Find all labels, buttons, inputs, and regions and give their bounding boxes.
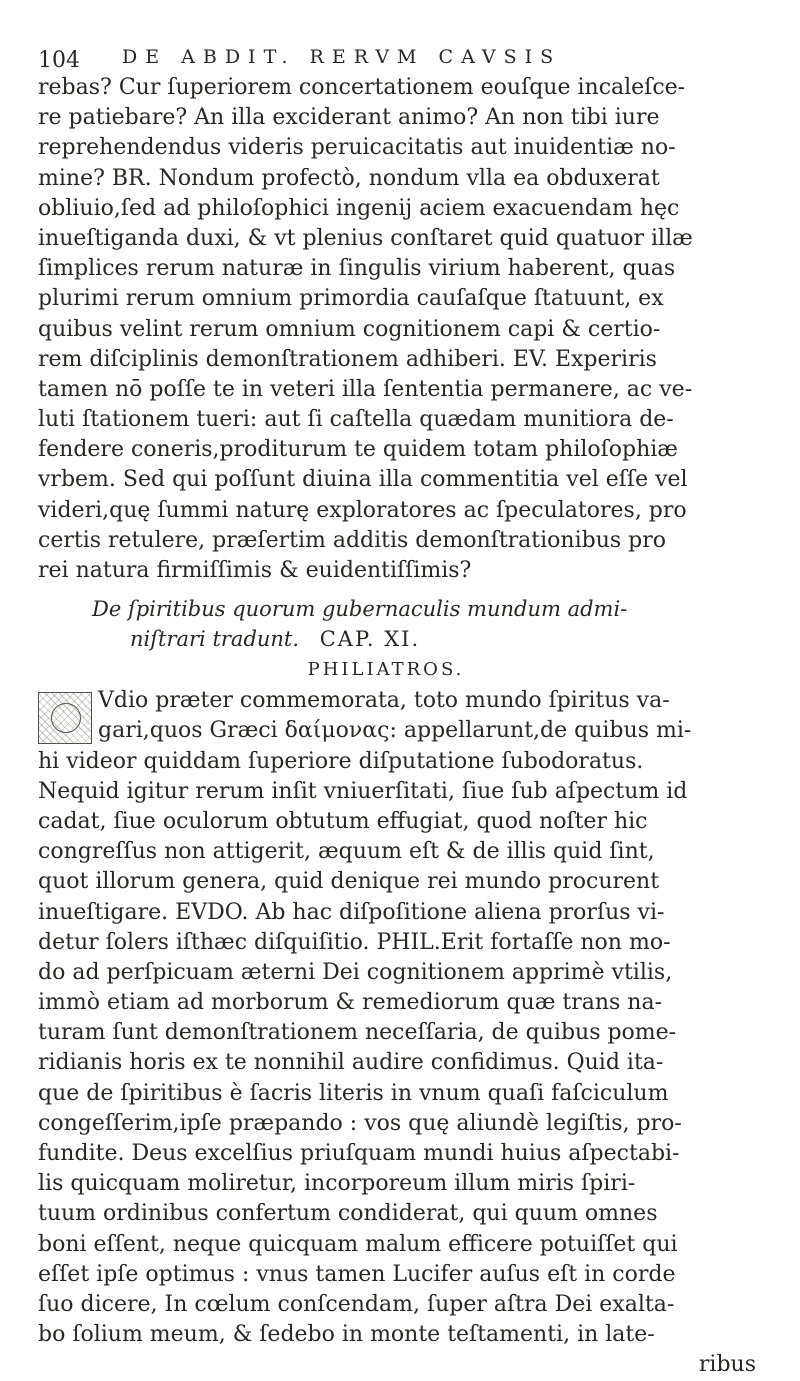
text-line: quot illorum genera, quid denique rei mundo procurent — [38, 869, 660, 895]
text-line: do ad perſpicuam æterni Dei cognitionem apprimè vtilis, — [38, 959, 673, 985]
text-line: ſuo dicere, In cœlum conſcendam, ſuper aſtra Dei exalta- — [38, 1291, 675, 1317]
text-line: mine? BR. Nondum profectò, nondum vlla ea obduxerat — [38, 165, 660, 191]
text-line: rei natura firmiſſimis & euidentiſſimis? — [38, 558, 472, 583]
text-line: inueſtigare. EVDO. Ab hac diſpoſitione aliena prorſus vi- — [38, 899, 665, 925]
text-line: fundite. Deus excelſius priuſquam mundi huius aſpectabi- — [38, 1141, 680, 1166]
chapter-label: CAP. XI. — [319, 627, 421, 652]
text-line: Vdio præter commemorata, toto mundo ſpiritus va- — [98, 688, 670, 714]
text-line: eſſet ipſe optimus : vnus tamen Lucifer auſus eſt in corde — [38, 1261, 676, 1287]
text-line: ridianis horis ex te nonnihil audire confidimus. Quid ita- — [38, 1050, 664, 1076]
initial-ornament — [51, 703, 81, 733]
text-line: fendere coneris,proditurum te quidem totam philoſophiæ — [38, 437, 678, 463]
text-line: reprehendendus videris peruicacitatis aut inuidentiæ no- — [38, 135, 676, 161]
page-number: 104 — [38, 48, 80, 73]
chapter-title-line: De ſpiritibus quorum gubernaculis mundum admi- — [92, 597, 628, 622]
paragraph-2 — [38, 686, 774, 1380]
text-block — [38, 73, 774, 1381]
text-line: Nequid igitur rerum inſit vniuerſitati, ſiue ſub aſpectum id — [38, 778, 688, 804]
text-line: videri,quę ſummi naturę exploratores ac ſpeculatores, pro — [38, 497, 687, 523]
chapter-title-end: niſtrari tradunt. — [130, 627, 300, 652]
chapter-heading — [38, 594, 774, 686]
text-line: obliuio,ſed ad philoſophici ingenij aciem exacuendam hęc — [38, 195, 680, 221]
text-line: boni eſſent, neque quicquam malum efficere potuiſſet qui — [38, 1231, 678, 1257]
catchword: ribus — [698, 1352, 756, 1378]
text-line: ſimplices rerum naturæ in ſingulis virium haberent, quas — [38, 256, 676, 282]
text-line: gari,quos Græci δαίμονας: appellarunt,de quibus mi- — [98, 718, 692, 744]
text-line: lis quicquam moliretur, incorporeum illum miris ſpiri- — [38, 1171, 636, 1197]
speaker-name: PHILIATROS. — [307, 659, 465, 681]
text-line: congeſſerim,ipſe præpando : vos quę aliundè legiſtis, pro- — [38, 1110, 682, 1136]
text-line: turam ſunt demonſtrationem neceſſaria, de quibus pome- — [38, 1020, 677, 1046]
text-line: quibus velint rerum omnium cognitionem capi & certio- — [38, 316, 661, 342]
paragraph-1 — [38, 73, 774, 586]
running-head — [38, 44, 768, 74]
text-line: congreſſus non attigerit, æquum eſt & de illis quid ſint, — [38, 839, 655, 865]
chapter-title-line — [38, 624, 774, 654]
text-line: bo ſolium meum, & ſedebo in monte teſtamenti, in late- — [38, 1322, 655, 1348]
text-line: detur ſolers iſthæc diſquiſitio. PHIL.Erit fortaſſe non mo- — [38, 929, 671, 955]
initial-row — [38, 686, 774, 716]
text-line: hi videor quiddam ſuperiore diſputatione ſubodoratus. — [38, 748, 644, 774]
text-line: vrbem. Sed qui poſſunt diuina illa commentitia vel eſſe vel — [38, 467, 688, 493]
text-line: certis retulere, præſertim additis demonſtrationibus pro — [38, 527, 667, 553]
text-line: tamen nō poſſe te in veteri illa ſententia permanere, ac ve- — [38, 376, 693, 402]
text-line: rebas? Cur ſuperiorem concertationem eouſque incaleſce- — [38, 75, 686, 100]
text-line: plurimi rerum omnium primordia cauſaſque ſtatuunt, ex — [38, 286, 664, 312]
text-line: rem diſciplinis demonſtrationem adhiberi. EV. Experiris — [38, 346, 657, 372]
text-line: re patiebare? An illa exciderant animo? An non tibi iure — [38, 105, 660, 131]
text-line: tuum ordinibus confertum condiderat, qui quum omnes — [38, 1201, 658, 1227]
text-line: luti ſtationem tueri: aut ſi caſtella quædam munitiora de- — [38, 407, 674, 433]
text-line: que de ſpiritibus è ſacris literis in vnum quaſi faſciculum — [38, 1080, 669, 1106]
text-line: cadat, ſiue oculorum obtutum effugiat, quod noſter hic — [38, 808, 648, 834]
text-line: inueſtiganda duxi, & vt plenius conſtaret quid quatuor illæ — [38, 225, 693, 251]
ornamental-initial-icon — [38, 692, 92, 744]
running-title: DE ABDIT. RERVM CAVSIS — [122, 46, 562, 68]
text-line: immò etiam ad morborum & remediorum quæ trans na- — [38, 990, 663, 1016]
